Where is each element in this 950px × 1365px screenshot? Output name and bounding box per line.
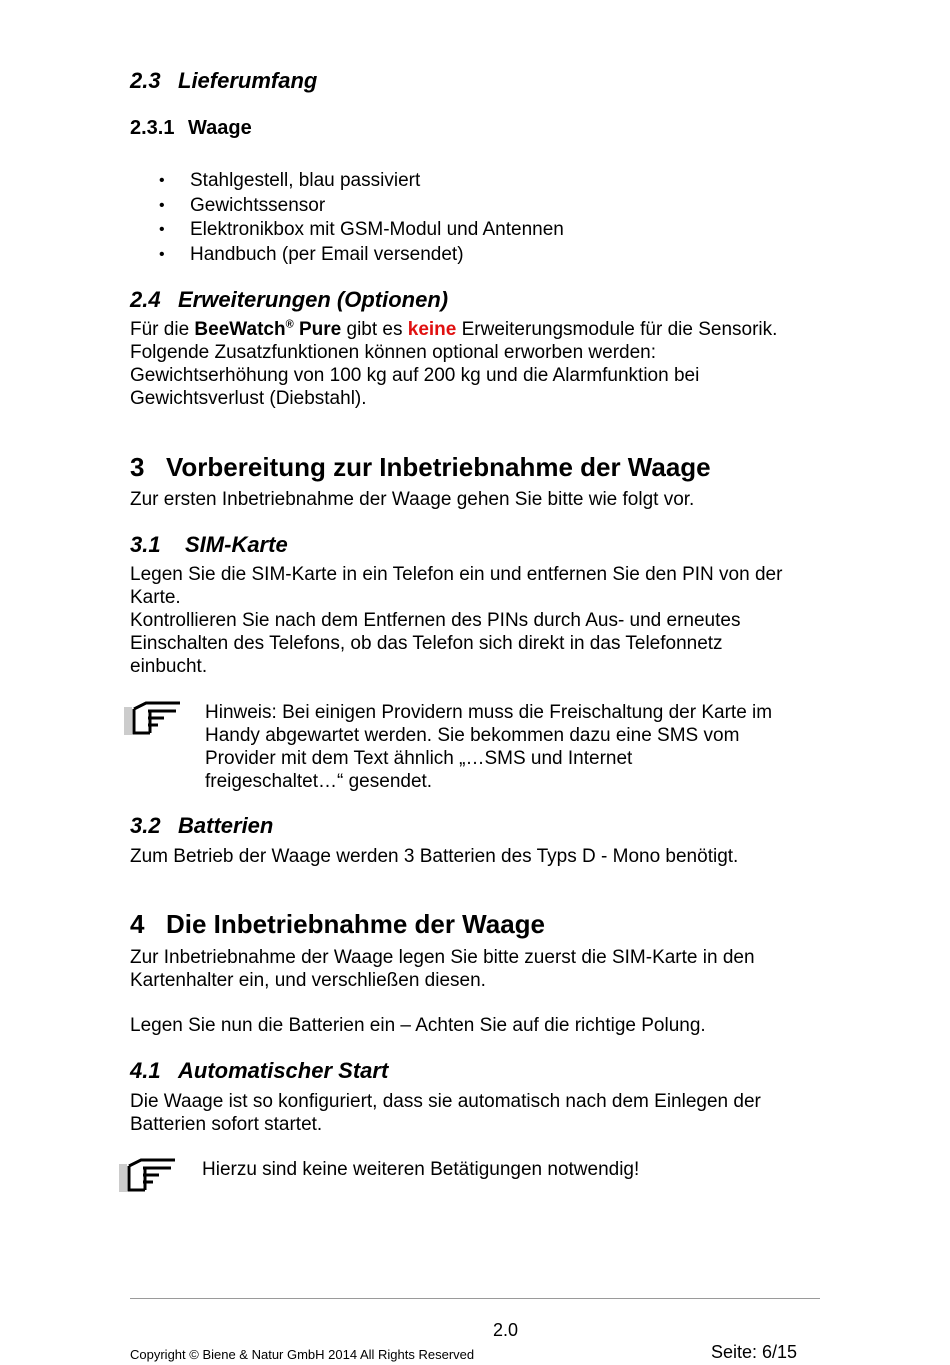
brand-name: BeeWatch xyxy=(194,319,286,340)
text-run: Erweiterungsmodule für die Sensorik. xyxy=(456,319,778,340)
section-3-1-text xyxy=(130,563,850,678)
delivery-list xyxy=(130,169,564,267)
paragraph-line: Karte. xyxy=(130,587,181,608)
heading-title: Lieferumfang xyxy=(178,68,318,93)
list-item: • Stahlgestell, blau passiviert xyxy=(130,169,564,194)
heading-title: SIM-Karte xyxy=(185,532,288,557)
heading-number: 2.4 xyxy=(130,287,161,312)
footer-page-number: Seite: 6/15 xyxy=(711,1342,798,1362)
heading-title: Automatischer Start xyxy=(178,1058,389,1083)
heading-title: Die Inbetriebnahme der Waage xyxy=(166,909,546,939)
heading-4-1 xyxy=(130,1058,388,1084)
brand-suffix: Pure xyxy=(293,319,342,340)
heading-number: 3.1 xyxy=(130,532,161,557)
paragraph-line: Legen Sie die SIM-Karte in ein Telefon ein und entfernen Sie den PIN von der xyxy=(130,564,783,585)
pointing-hand-icon xyxy=(120,695,190,740)
footer-version: 2.0 xyxy=(493,1320,519,1340)
text-run: Für die xyxy=(130,319,195,340)
section-4-text xyxy=(130,946,850,992)
heading-3 xyxy=(130,452,711,483)
footer-copyright: Copyright © Biene & Natur GmbH 2014 All Rights Reserved xyxy=(130,1347,475,1362)
section-4-polarity: Legen Sie nun die Batterien ein – Achten Sie auf die richtige Polung. xyxy=(130,1015,706,1036)
section-2-4-text xyxy=(130,318,850,410)
note-line: freigeschaltet…“ gesendet. xyxy=(205,771,433,792)
paragraph-line: einbucht. xyxy=(130,656,208,677)
list-item: • Gewichtssensor xyxy=(130,194,564,219)
heading-2-3 xyxy=(130,68,317,94)
heading-2-4 xyxy=(130,287,448,313)
text-run: gibt es xyxy=(341,319,408,340)
heading-title: Batterien xyxy=(178,813,274,838)
section-4-1-text xyxy=(130,1090,850,1136)
paragraph-line: Gewichtsverlust (Diebstahl). xyxy=(130,388,367,409)
emphasis-keine: keine xyxy=(407,319,457,340)
heading-number: 4.1 xyxy=(130,1058,161,1083)
paragraph-line: Kontrollieren Sie nach dem Entfernen des PINs durch Aus- und erneutes xyxy=(130,610,741,631)
hint-note-start: Hierzu sind keine weiteren Betätigungen notwendig! xyxy=(202,1159,640,1180)
heading-number: 4 xyxy=(130,909,145,939)
list-item: • Elektronikbox mit GSM-Modul und Antennen xyxy=(130,218,564,243)
section-3-2-text: Zum Betrieb der Waage werden 3 Batterien des Typs D - Mono benötigt. xyxy=(130,846,739,867)
heading-title: Vorbereitung zur Inbetriebnahme der Waage xyxy=(166,452,711,482)
heading-number: 3.2 xyxy=(130,813,161,838)
footer-divider xyxy=(130,1298,820,1299)
pointing-hand-icon xyxy=(115,1152,185,1197)
paragraph-line: Die Waage ist so konfiguriert, dass sie automatisch nach dem Einlegen der xyxy=(130,1091,761,1112)
paragraph-line: Batterien sofort startet. xyxy=(130,1114,323,1135)
hint-note-sim xyxy=(205,701,845,793)
heading-2-3-1 xyxy=(130,117,252,140)
paragraph-line: Zur Inbetriebnahme der Waage legen Sie bitte zuerst die SIM-Karte in den xyxy=(130,947,755,968)
list-item: • Handbuch (per Email versendet) xyxy=(130,243,564,268)
heading-4 xyxy=(130,909,545,940)
heading-number: 2.3.1 xyxy=(130,117,175,139)
paragraph-line: Gewichtserhöhung von 100 kg auf 200 kg und die Alarmfunktion bei xyxy=(130,365,700,386)
note-line: Handy abgewartet werden. Sie bekommen dazu eine SMS vom xyxy=(205,725,740,746)
heading-number: 3 xyxy=(130,452,145,482)
heading-title: Waage xyxy=(188,117,252,139)
heading-title: Erweiterungen (Optionen) xyxy=(178,287,449,312)
paragraph-line: Einschalten des Telefons, ob das Telefon sich direkt in das Telefonnetz xyxy=(130,633,723,654)
note-line: Provider mit dem Text ähnlich „…SMS und Internet xyxy=(205,748,633,769)
paragraph-line: Folgende Zusatzfunktionen können optional erworben werden: xyxy=(130,342,657,363)
note-line: Hinweis: Bei einigen Providern muss die Freischaltung der Karte im xyxy=(205,702,773,723)
registered-mark: ® xyxy=(285,318,294,331)
heading-3-1 xyxy=(130,532,288,558)
heading-number: 2.3 xyxy=(130,68,161,93)
paragraph-line: Kartenhalter ein, und verschließen diesen. xyxy=(130,970,486,991)
section-3-intro: Zur ersten Inbetriebnahme der Waage gehen Sie bitte wie folgt vor. xyxy=(130,489,695,510)
heading-3-2 xyxy=(130,813,273,839)
paragraph-line xyxy=(130,318,850,341)
